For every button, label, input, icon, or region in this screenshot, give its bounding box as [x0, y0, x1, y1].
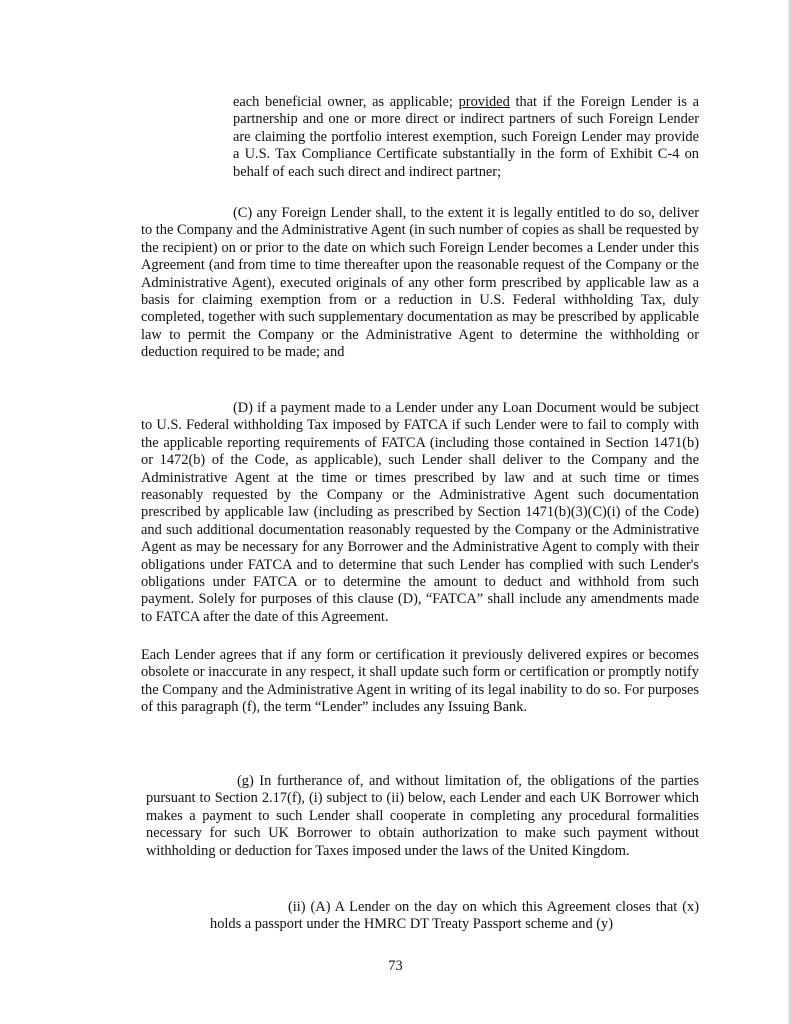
paragraph-text: that if the Foreign Lender is a partnership and one or more direct or indirect partners of such Foreign Lender are claiming the portfolio interest exemption, such Foreign Lender may provide a U.S. Tax Compliance Certificate substantially in the form of Exhibit C-4 on behalf of each such direct and indirect partner; — [233, 94, 700, 180]
paragraph-clause-d: (D) if a payment made to a Lender under any Loan Document would be subject to U.S. Federal withholding Tax imposed by FATCA if such Lender were to fail to comply with the applicable reporting requirements of FATCA (including those contained in Section 1471(b) or 1472(b) of the Code, as applicable), such Lender shall deliver to the Company and the Administrative Agent at the time or times prescribed by law and at such time or times reasonably requested by the Company or the Administrative Agent such documentation prescribed by applicable law (including as prescribed by Section 1471(b)(3)(C)(i) of the Code) and such additional documentation reasonably requested by the Company or the Administrative Agent as may be necessary for any Borrower and the Administrative Agent to comply with their obligations under FATCA and to determine that such Lender has complied with such Lender's obligations under FATCA or to determine the amount to deduct and withhold from such payment. Solely for purposes of this clause (D), “FATCA” shall include any amendments made to FATCA after the date of this Agreement. — [141, 400, 699, 625]
paragraph-text: each beneficial owner, as applicable; — [233, 94, 459, 110]
underlined-term-provided: provided — [458, 94, 510, 110]
paragraph-lender-agreement: Each Lender agrees that if any form or certification it previously delivered expires or becomes obsolete or inaccurate in any respect, it shall update such form or certification or promptly notify the Company and the Administrative Agent in writing of its legal inability to do so. For purposes of this paragraph (f), the term “Lender” includes any Issuing Bank. — [141, 647, 699, 716]
paragraph-clause-ii: (ii) (A) A Lender on the day on which this Agreement closes that (x) holds a passport under the HMRC DT Treaty Passport scheme and (y) — [210, 899, 699, 933]
page-number: 73 — [388, 958, 403, 974]
paragraph-clause-g: (g) In furtherance of, and without limitation of, the obligations of the parties pursuant to Section 2.17(f), (i) subject to (ii) below, each Lender and each UK Borrower which makes a payment to such Lender shall cooperate in completing any procedural formalities necessary for such UK Borrower to obtain authorization to make such payment without withholding or deduction for Taxes imposed under the laws of the United Kingdom. — [146, 773, 699, 859]
paragraph-clause-c: (C) any Foreign Lender shall, to the extent it is legally entitled to do so, deliver to the Company and the Administrative Agent (in such number of copies as shall be requested by the recipient) on or prior to the date on which such Foreign Lender becomes a Lender under this Agreement (and from time to time thereafter upon the reasonable request of the Company or the Administrative Agent), executed originals of any other form prescribed by applicable law as a basis for claiming exemption from or a reduction in U.S. Federal withholding Tax, duly completed, together with such supplementary documentation as may be prescribed by applicable law to permit the Company or the Administrative Agent to determine the withholding or deduction required to be made; and — [141, 205, 699, 361]
paragraph-beneficial-owner — [233, 94, 699, 181]
scan-edge-shadow — [787, 0, 791, 1024]
